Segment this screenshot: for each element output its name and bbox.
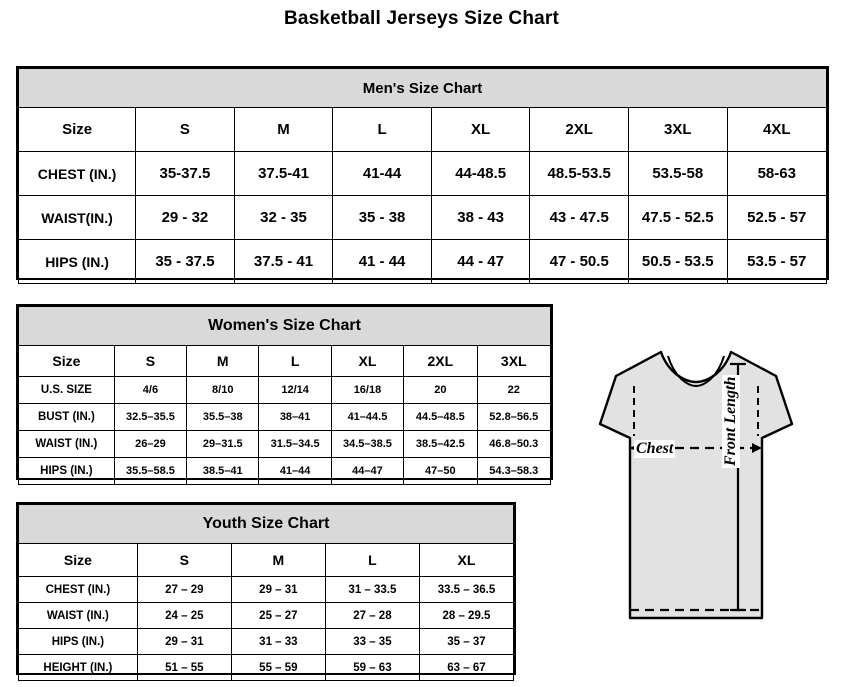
column-header: S [137, 544, 231, 577]
youth-size-chart [16, 502, 516, 675]
table-cell: 25 – 27 [231, 603, 325, 629]
column-header: Size [19, 108, 136, 152]
table-cell: 27 – 29 [137, 577, 231, 603]
table-row [19, 655, 514, 681]
table-cell: 8/10 [187, 377, 259, 404]
table-cell: 37.5-41 [234, 152, 333, 196]
table-row [19, 431, 551, 458]
table-cell: 16/18 [331, 377, 403, 404]
table-cell: 48.5-53.5 [530, 152, 629, 196]
table-cell: 38.5–41 [187, 458, 259, 485]
table-cell: 63 – 67 [419, 655, 513, 681]
column-header: Size [19, 544, 138, 577]
column-header: 4XL [727, 108, 826, 152]
table-cell: 47–50 [404, 458, 477, 485]
table-header-row [19, 544, 514, 577]
table-cell: 34.5–38.5 [331, 431, 403, 458]
table-cell: 35.5–38 [187, 404, 259, 431]
table-cell: 4/6 [114, 377, 186, 404]
table-heading-row [19, 307, 551, 346]
table-row [19, 152, 827, 196]
column-header: L [325, 544, 419, 577]
front-length-measure-label: Front Length [722, 376, 739, 466]
table-row [19, 629, 514, 655]
womens-size-chart [16, 304, 553, 480]
table-row [19, 458, 551, 485]
table-row [19, 196, 827, 240]
row-label: HEIGHT (IN.) [19, 655, 138, 681]
table-cell: 35 - 38 [333, 196, 432, 240]
chest-measure-label: Chest [636, 440, 674, 457]
mens-chart-heading: Men's Size Chart [19, 69, 827, 108]
table-cell: 12/14 [259, 377, 331, 404]
table-cell: 31.5–34.5 [259, 431, 331, 458]
table-cell: 43 - 47.5 [530, 196, 629, 240]
table-row [19, 377, 551, 404]
mens-size-table [18, 68, 827, 284]
column-header: S [136, 108, 235, 152]
table-cell: 44.5–48.5 [404, 404, 477, 431]
column-header: S [114, 346, 186, 377]
row-label: WAIST (IN.) [19, 431, 115, 458]
table-cell: 32 - 35 [234, 196, 333, 240]
table-cell: 35-37.5 [136, 152, 235, 196]
table-cell: 20 [404, 377, 477, 404]
row-label: BUST (IN.) [19, 404, 115, 431]
table-cell: 28 – 29.5 [419, 603, 513, 629]
table-cell: 27 – 28 [325, 603, 419, 629]
row-label: WAIST(IN.) [19, 196, 136, 240]
row-label: HIPS (IN.) [19, 458, 115, 485]
table-cell: 41–44 [259, 458, 331, 485]
row-label: WAIST (IN.) [19, 603, 138, 629]
row-label: CHEST (IN.) [19, 152, 136, 196]
column-header: 3XL [477, 346, 550, 377]
table-cell: 35 – 37 [419, 629, 513, 655]
table-cell: 47.5 - 52.5 [628, 196, 727, 240]
table-cell: 47 - 50.5 [530, 240, 629, 284]
table-cell: 29 – 31 [231, 577, 325, 603]
table-cell: 55 – 59 [231, 655, 325, 681]
table-row [19, 603, 514, 629]
column-header: L [259, 346, 331, 377]
womens-chart-heading: Women's Size Chart [19, 307, 551, 346]
womens-size-table [18, 306, 551, 485]
table-cell: 38 - 43 [431, 196, 530, 240]
table-cell: 44-48.5 [431, 152, 530, 196]
table-cell: 53.5 - 57 [727, 240, 826, 284]
table-row [19, 404, 551, 431]
table-cell: 59 – 63 [325, 655, 419, 681]
table-cell: 31 – 33 [231, 629, 325, 655]
table-cell: 33.5 – 36.5 [419, 577, 513, 603]
column-header: 3XL [628, 108, 727, 152]
column-header: L [333, 108, 432, 152]
column-header: XL [419, 544, 513, 577]
table-heading-row [19, 505, 514, 544]
row-label: CHEST (IN.) [19, 577, 138, 603]
table-cell: 44–47 [331, 458, 403, 485]
table-cell: 58-63 [727, 152, 826, 196]
table-cell: 52.8–56.5 [477, 404, 550, 431]
table-header-row [19, 108, 827, 152]
row-label: HIPS (IN.) [19, 629, 138, 655]
column-header: 2XL [530, 108, 629, 152]
table-cell: 33 – 35 [325, 629, 419, 655]
column-header: 2XL [404, 346, 477, 377]
table-cell: 50.5 - 53.5 [628, 240, 727, 284]
table-cell: 31 – 33.5 [325, 577, 419, 603]
table-cell: 22 [477, 377, 550, 404]
youth-size-table [18, 504, 514, 681]
column-header: M [234, 108, 333, 152]
table-cell: 53.5-58 [628, 152, 727, 196]
table-cell: 46.8–50.3 [477, 431, 550, 458]
table-cell: 41 - 44 [333, 240, 432, 284]
table-heading-row [19, 69, 827, 108]
table-cell: 24 – 25 [137, 603, 231, 629]
column-header: XL [431, 108, 530, 152]
column-header: M [187, 346, 259, 377]
table-cell: 37.5 - 41 [234, 240, 333, 284]
table-row [19, 577, 514, 603]
jersey-outline-icon [556, 338, 836, 668]
table-cell: 35 - 37.5 [136, 240, 235, 284]
table-cell: 54.3–58.3 [477, 458, 550, 485]
table-cell: 29 - 32 [136, 196, 235, 240]
mens-size-chart [16, 66, 829, 280]
table-cell: 52.5 - 57 [727, 196, 826, 240]
table-cell: 41-44 [333, 152, 432, 196]
jersey-measurement-diagram [556, 338, 836, 668]
column-header: Size [19, 346, 115, 377]
table-cell: 26–29 [114, 431, 186, 458]
row-label: U.S. SIZE [19, 377, 115, 404]
column-header: XL [331, 346, 403, 377]
table-cell: 29–31.5 [187, 431, 259, 458]
table-row [19, 240, 827, 284]
table-cell: 38.5–42.5 [404, 431, 477, 458]
table-cell: 38–41 [259, 404, 331, 431]
youth-chart-heading: Youth Size Chart [19, 505, 514, 544]
row-label: HIPS (IN.) [19, 240, 136, 284]
table-cell: 35.5–58.5 [114, 458, 186, 485]
table-cell: 32.5–35.5 [114, 404, 186, 431]
table-header-row [19, 346, 551, 377]
table-cell: 29 – 31 [137, 629, 231, 655]
table-cell: 51 – 55 [137, 655, 231, 681]
page-title: Basketball Jerseys Size Chart [283, 8, 560, 29]
table-cell: 41–44.5 [331, 404, 403, 431]
column-header: M [231, 544, 325, 577]
table-cell: 44 - 47 [431, 240, 530, 284]
